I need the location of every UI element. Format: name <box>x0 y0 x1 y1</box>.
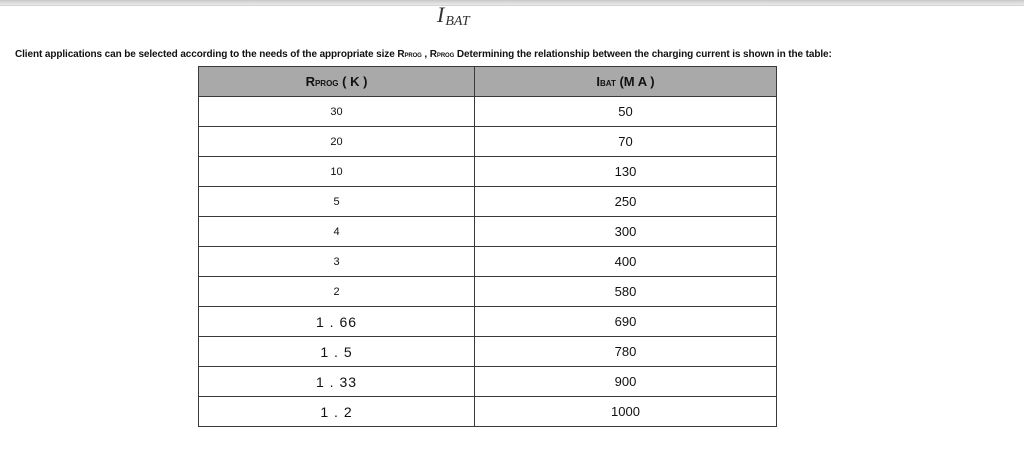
table-row <box>199 187 777 217</box>
table-row <box>199 127 777 157</box>
header-ibat <box>475 67 777 97</box>
table-row <box>199 277 777 307</box>
cell-rprog: 1 . 2 <box>199 397 475 427</box>
intro-paragraph <box>15 49 832 60</box>
table-row <box>199 157 777 187</box>
cell-ibat: 130 <box>475 157 777 187</box>
cell-rprog: 5 <box>199 187 475 217</box>
cell-rprog: 10 <box>199 157 475 187</box>
cell-ibat: 50 <box>475 97 777 127</box>
formula-symbol: I <box>437 2 445 27</box>
cell-rprog: 3 <box>199 247 475 277</box>
table-row <box>199 247 777 277</box>
table-header-row <box>199 67 777 97</box>
header-rprog-small: PROG <box>314 79 339 88</box>
cell-rprog: 20 <box>199 127 475 157</box>
formula-ibat <box>437 2 470 28</box>
window-top-edge <box>0 0 1024 6</box>
cell-ibat: 400 <box>475 247 777 277</box>
cell-rprog: 1 . 5 <box>199 337 475 367</box>
cell-ibat: 580 <box>475 277 777 307</box>
cell-rprog: 1 . 66 <box>199 307 475 337</box>
table-row <box>199 367 777 397</box>
intro-separator: , R <box>421 49 437 60</box>
cell-ibat: 690 <box>475 307 777 337</box>
intro-prog-1: PROG <box>404 53 422 59</box>
intro-text-after: Determining the relationship between the charging current is shown in the table: <box>454 49 832 60</box>
cell-ibat: 780 <box>475 337 777 367</box>
table-row <box>199 337 777 367</box>
header-rprog-prefix: R <box>305 74 315 89</box>
header-ibat-suffix: (M A ) <box>615 74 655 89</box>
table-row <box>199 307 777 337</box>
cell-ibat: 250 <box>475 187 777 217</box>
table-row <box>199 217 777 247</box>
header-ibat-small: BAT <box>600 79 616 88</box>
rprog-ibat-table <box>198 66 777 427</box>
cell-ibat: 300 <box>475 217 777 247</box>
cell-rprog: 2 <box>199 277 475 307</box>
intro-text-before: Client applications can be selected according to the needs of the appropriate size R <box>15 49 405 60</box>
cell-ibat: 1000 <box>475 397 777 427</box>
formula-subscript: BAT <box>445 14 470 29</box>
cell-rprog: 4 <box>199 217 475 247</box>
table-row <box>199 397 777 427</box>
header-rprog-suffix: ( K ) <box>338 74 368 89</box>
header-ibat-prefix: I <box>596 74 600 89</box>
header-rprog <box>199 67 475 97</box>
intro-prog-2: PROG <box>436 53 455 59</box>
cell-ibat: 70 <box>475 127 777 157</box>
cell-rprog: 30 <box>199 97 475 127</box>
cell-rprog: 1 . 33 <box>199 367 475 397</box>
table-row <box>199 97 777 127</box>
cell-ibat: 900 <box>475 367 777 397</box>
